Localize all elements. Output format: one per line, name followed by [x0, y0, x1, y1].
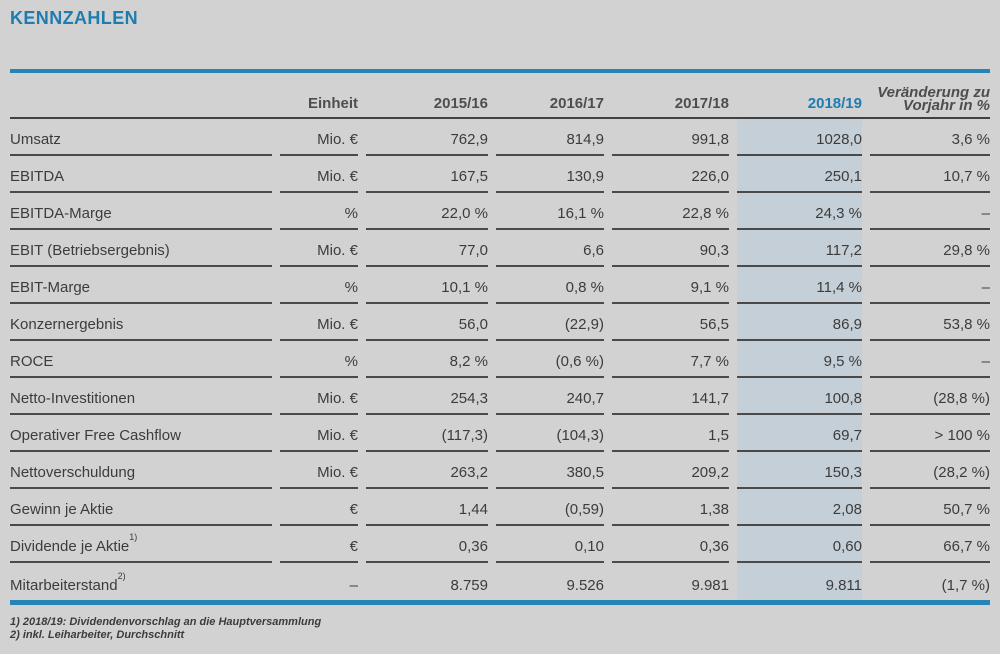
value-2015-16: 263,2: [366, 452, 488, 489]
row-label: EBIT-Marge: [10, 279, 91, 296]
table-row: [10, 267, 990, 304]
row-label: Nettoverschuldung: [10, 464, 136, 481]
value-2017-18: 226,0: [612, 156, 729, 193]
value-2017-18: 209,2: [612, 452, 729, 489]
row-label-cell: [10, 230, 272, 267]
value-change: 29,8 %: [870, 230, 990, 267]
header-change-line1: Veränderung zu: [877, 84, 990, 101]
value-2017-18: 9.981: [691, 577, 729, 594]
value-2015-16: 22,0 %: [366, 193, 488, 230]
value-2018-19: 24,3 %: [737, 193, 862, 230]
unit-cell: €: [280, 489, 358, 526]
value-2015-16: 8.759: [450, 577, 488, 594]
value-change: –: [870, 193, 990, 230]
value-2018-19: 1028,0: [737, 119, 862, 156]
unit-cell: Mio. €: [280, 230, 358, 267]
row-label: EBITDA: [10, 168, 65, 185]
value-2015-16: 56,0: [366, 304, 488, 341]
value-2017-18: 22,8 %: [612, 193, 729, 230]
value-2016-17: 240,7: [496, 378, 604, 415]
unit-cell: Mio. €: [280, 452, 358, 489]
unit-cell: %: [280, 267, 358, 304]
table-row: [10, 452, 990, 489]
row-label: Netto-Investitionen: [10, 390, 136, 407]
value-change: 3,6 %: [870, 119, 990, 156]
value-2018-19: 69,7: [737, 415, 862, 452]
value-2016-17: (0,59): [496, 489, 604, 526]
unit-cell: Mio. €: [280, 304, 358, 341]
row-label-cell: [10, 304, 272, 341]
table-row: [10, 230, 990, 267]
value-2018-19: 9,5 %: [737, 341, 862, 378]
unit-cell: €: [280, 526, 358, 563]
value-2018-19: 9.811: [737, 563, 862, 600]
row-label-cell: [10, 378, 272, 415]
value-2018-19: 100,8: [737, 378, 862, 415]
unit-cell: %: [280, 341, 358, 378]
footnote-2: 2) inkl. Leiharbeiter, Durchschnitt: [10, 629, 185, 641]
page-title: KENNZAHLEN: [10, 8, 138, 28]
value-2015-16: 762,9: [366, 119, 488, 156]
bottom-blue-rule: [10, 600, 990, 605]
table-row: [10, 304, 990, 341]
footnote-1: 1) 2018/19: Dividendenvorschlag an die Hauptversammlung: [10, 616, 322, 628]
value-change: (1,7 %): [941, 577, 990, 594]
footnote-ref: 1): [129, 532, 138, 542]
header-year-2017-18: 2017/18: [674, 95, 729, 112]
value-2016-17: (0,6 %): [496, 341, 604, 378]
table-row: [10, 119, 990, 156]
value-2018-19: 0,60: [737, 526, 862, 563]
value-2018-19: 250,1: [737, 156, 862, 193]
value-2018-19: 11,4 %: [737, 267, 862, 304]
value-2017-18: 141,7: [612, 378, 729, 415]
row-label-cell: [10, 526, 272, 563]
value-2018-19: 2,08: [737, 489, 862, 526]
row-label-cell: [10, 563, 272, 600]
value-2016-17: 0,8 %: [496, 267, 604, 304]
value-2017-18: 0,36: [612, 526, 729, 563]
header-einheit: Einheit: [307, 95, 358, 112]
value-2017-18: 7,7 %: [612, 341, 729, 378]
footnotes: [10, 616, 990, 642]
row-label-cell: [10, 489, 272, 526]
value-change: (28,8 %): [870, 378, 990, 415]
value-2018-19: 150,3: [737, 452, 862, 489]
value-2015-16: 10,1 %: [366, 267, 488, 304]
header-year-2016-17: 2016/17: [549, 95, 604, 112]
value-2015-16: 254,3: [366, 378, 488, 415]
unit-cell: Mio. €: [280, 119, 358, 156]
table-row: [10, 489, 990, 526]
row-label-cell: [10, 267, 272, 304]
value-2018-19: 86,9: [737, 304, 862, 341]
table-row: [10, 526, 990, 563]
table-body: [10, 119, 990, 600]
value-2017-18: 9,1 %: [612, 267, 729, 304]
unit-cell: Mio. €: [280, 378, 358, 415]
row-label: Operativer Free Cashflow: [10, 427, 181, 444]
value-2016-17: 0,10: [496, 526, 604, 563]
header-change-line2: Vorjahr in %: [903, 97, 990, 114]
value-2017-18: 1,5: [612, 415, 729, 452]
table-row: [10, 415, 990, 452]
value-2015-16: 8,2 %: [366, 341, 488, 378]
value-2016-17: 16,1 %: [496, 193, 604, 230]
table-header-row: [10, 73, 990, 119]
row-label: EBITDA-Marge: [10, 205, 112, 222]
value-change: 10,7 %: [870, 156, 990, 193]
row-label-cell: [10, 156, 272, 193]
header-year-2018-19: 2018/19: [807, 95, 862, 112]
value-change: (28,2 %): [870, 452, 990, 489]
row-label-cell: [10, 452, 272, 489]
value-2016-17: (22,9): [496, 304, 604, 341]
value-2017-18: 90,3: [612, 230, 729, 267]
value-2015-16: 1,44: [366, 489, 488, 526]
header-change: [870, 86, 990, 117]
value-2015-16: 0,36: [366, 526, 488, 563]
value-2016-17: 380,5: [496, 452, 604, 489]
row-label-cell: [10, 119, 272, 156]
row-label-cell: [10, 341, 272, 378]
row-label: ROCE: [10, 353, 54, 370]
value-2015-16: (117,3): [366, 415, 488, 452]
value-change: 66,7 %: [870, 526, 990, 563]
row-label-cell: [10, 415, 272, 452]
unit-cell: Mio. €: [280, 156, 358, 193]
value-2015-16: 167,5: [366, 156, 488, 193]
value-2016-17: 9.526: [566, 577, 604, 594]
value-change: 53,8 %: [870, 304, 990, 341]
value-2016-17: 6,6: [496, 230, 604, 267]
row-label: Umsatz: [10, 131, 61, 148]
value-change: –: [870, 341, 990, 378]
footnote-ref: 2): [117, 571, 126, 581]
value-change: > 100 %: [870, 415, 990, 452]
unit-cell: %: [280, 193, 358, 230]
value-change: –: [870, 267, 990, 304]
value-2015-16: 77,0: [366, 230, 488, 267]
table-row: [10, 341, 990, 378]
value-2016-17: (104,3): [496, 415, 604, 452]
header-empty-cell: [10, 112, 272, 117]
value-change: 50,7 %: [870, 489, 990, 526]
value-2017-18: 56,5: [612, 304, 729, 341]
value-2016-17: 130,9: [496, 156, 604, 193]
row-label: EBIT (Betriebsergebnis): [10, 242, 170, 259]
table-row: [10, 193, 990, 230]
unit-cell: –: [349, 577, 358, 594]
value-2017-18: 991,8: [612, 119, 729, 156]
header-year-2015-16: 2015/16: [433, 95, 488, 112]
value-2016-17: 814,9: [496, 119, 604, 156]
row-label-cell: [10, 193, 272, 230]
unit-cell: Mio. €: [280, 415, 358, 452]
value-2018-19: 117,2: [737, 230, 862, 267]
table-row: [10, 563, 990, 600]
value-2017-18: 1,38: [612, 489, 729, 526]
row-label: Dividende je Aktie: [10, 538, 130, 555]
table-row: [10, 378, 990, 415]
kennzahlen-table: [10, 73, 990, 600]
table-row: [10, 156, 990, 193]
row-label: Mitarbeiterstand: [10, 577, 118, 594]
row-label: Gewinn je Aktie: [10, 501, 114, 518]
row-label: Konzernergebnis: [10, 316, 124, 333]
